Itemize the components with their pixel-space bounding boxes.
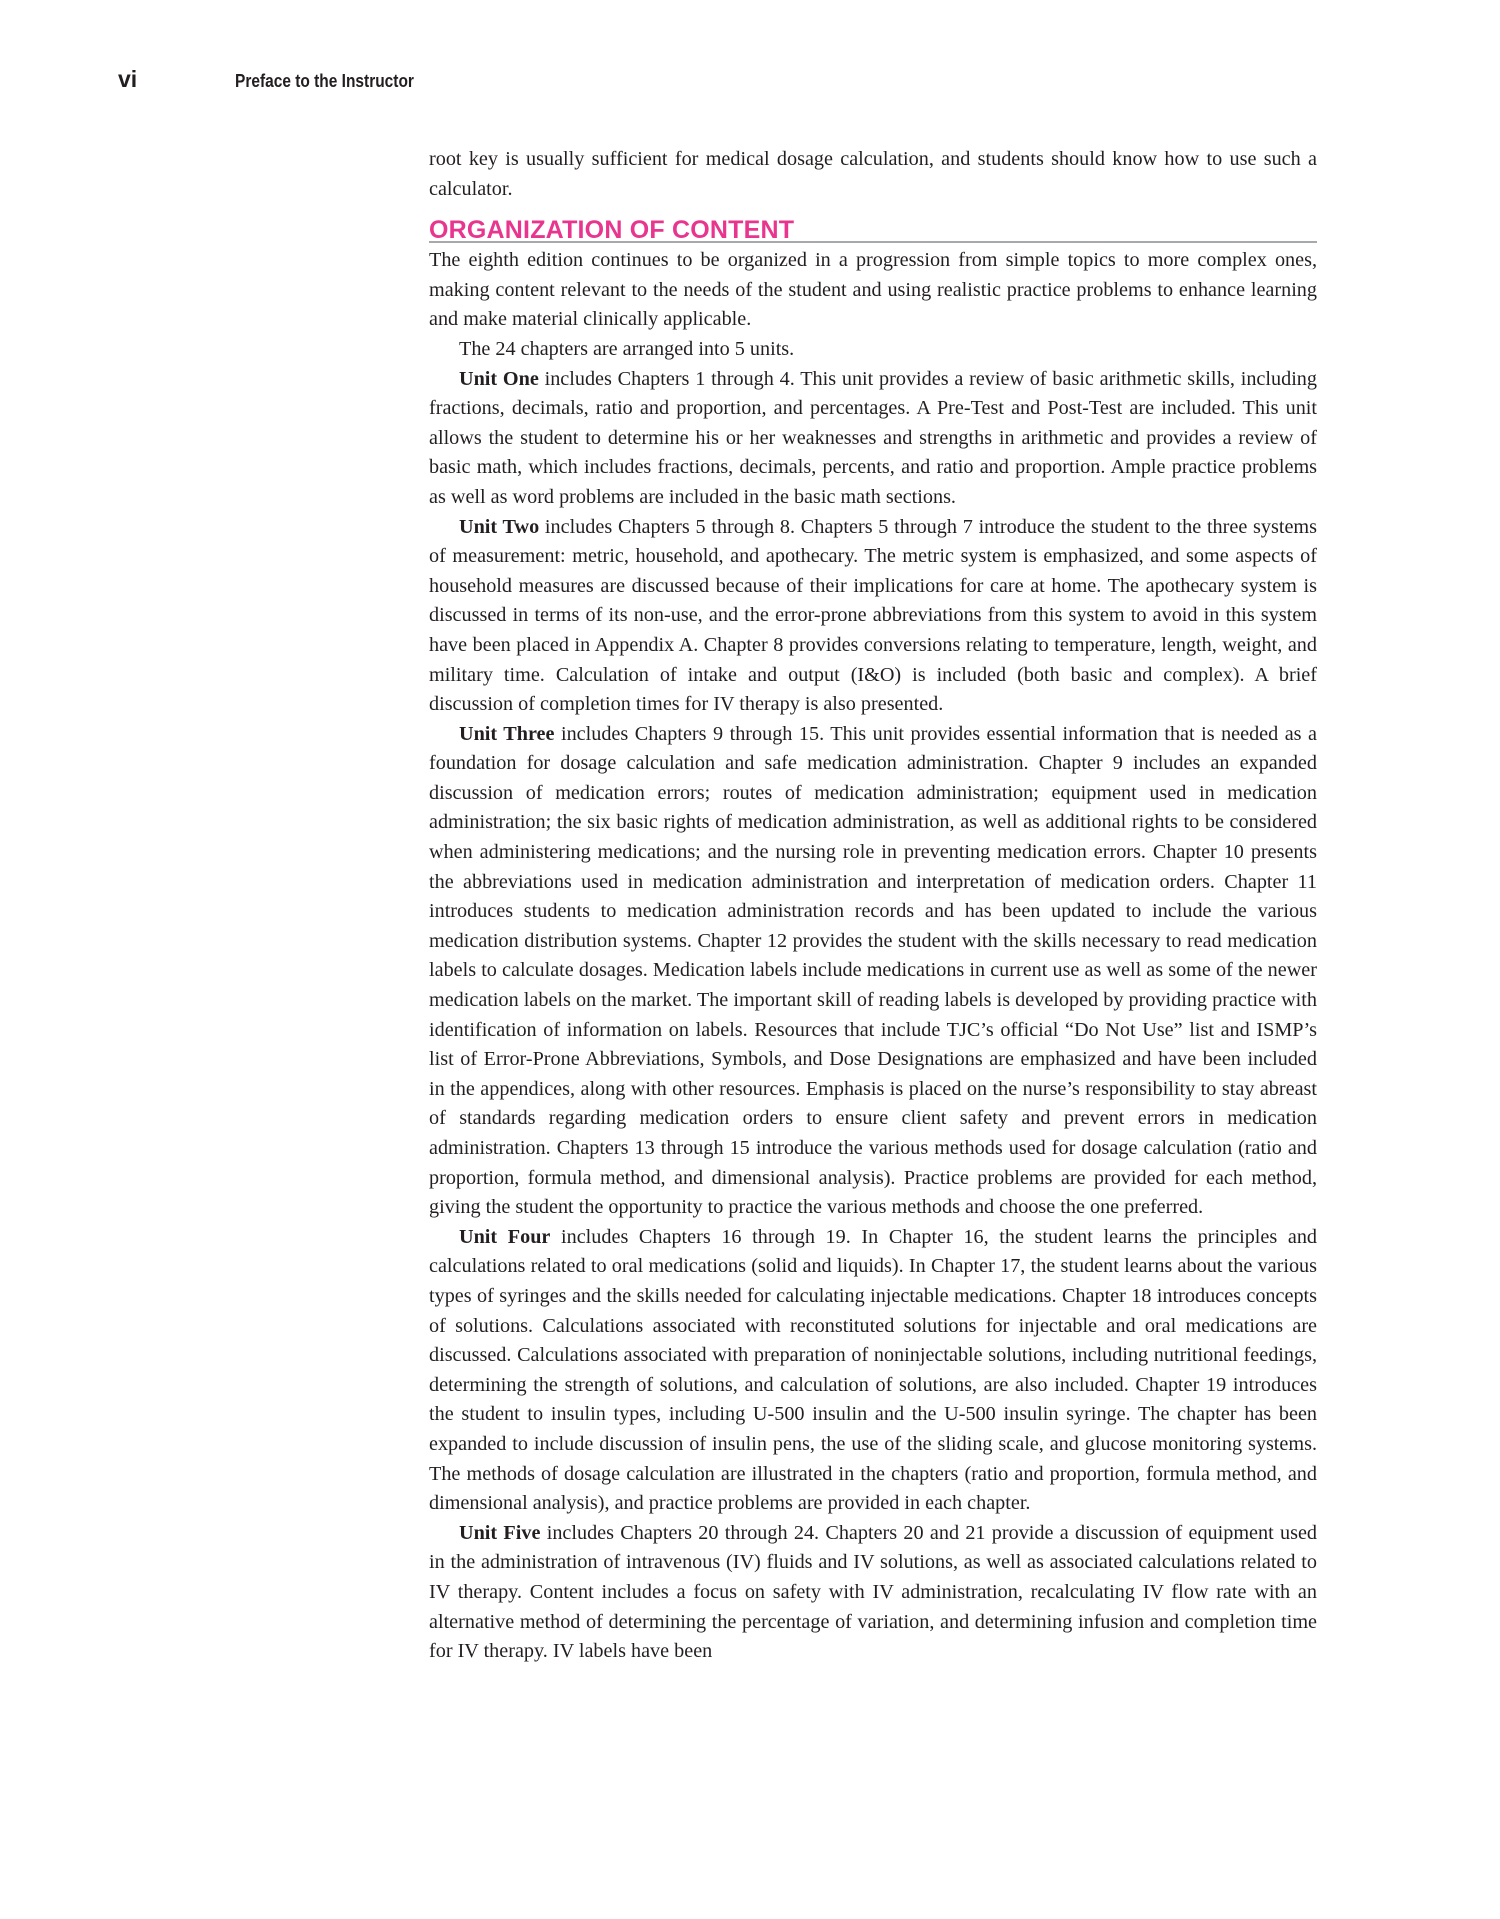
unit-five-lead: Unit Five bbox=[459, 1521, 541, 1544]
running-title: Preface to the Instructor bbox=[235, 71, 414, 91]
paragraph-edition: The eighth edition continues to be organized in a progression from simple topics to more complex ones, making content relevant to the needs of the student and using realistic practice problems to enhance learning and make material clinically applicable. bbox=[429, 249, 1317, 331]
unit-three-lead: Unit Three bbox=[459, 722, 555, 745]
section-heading bbox=[429, 211, 1317, 243]
paragraph-units-overview: The 24 chapters are arranged into 5 units. bbox=[459, 337, 795, 360]
section-heading-title: ORGANIZATION OF CONTENT bbox=[429, 216, 795, 245]
page-number: vi bbox=[118, 66, 138, 92]
body-text bbox=[429, 145, 1317, 1667]
unit-two-text: includes Chapters 5 through 8. Chapters 5 through 7 introduce the student to the three systems of measurement: metric, household, and apothecary. The metric system is emphasized, and some aspects of household measures are discussed because of their implications for care at home. The apothecary system is discussed in terms of its non-use, and the error-prone abbreviations from this system to avoid in this system have been placed in Appendix A. Chapter 8 provides conversions relating to temperature, length, weight, and military time. Calculation of intake and output (I&O) is included (both basic and complex). A brief discussion of completion times for IV therapy is also presented. bbox=[429, 515, 1317, 716]
unit-four-lead: Unit Four bbox=[459, 1225, 551, 1248]
running-head bbox=[118, 66, 443, 96]
unit-one-text: includes Chapters 1 through 4. This unit provides a review of basic arithmetic skills, including fractions, decimals, ratio and proportion, and percentages. A Pre-Test and Post-Test are included. This unit allows the student to determine his or her weaknesses and strengths in arithmetic and provides a review of basic math, which includes fractions, decimals, percents, and ratio and proportion. Ample practice problems as well as word problems are included in the basic math sections. bbox=[429, 367, 1317, 508]
unit-two-lead: Unit Two bbox=[459, 515, 540, 538]
unit-five-text: includes Chapters 20 through 24. Chapters 20 and 21 provide a discussion of equipment used in the administration of intravenous (IV) fluids and IV solutions, as well as associated calculations related to IV therapy. Content includes a focus on safety with IV administration, recalculating IV flow rate with an alternative method of determining the percentage of variation, and determining infusion and completion time for IV therapy. IV labels have been bbox=[429, 1521, 1317, 1663]
unit-one-lead: Unit One bbox=[459, 367, 539, 390]
unit-four-text: includes Chapters 16 through 19. In Chapter 16, the student learns the principles and calculations related to oral medications (solid and liquids). In Chapter 17, the student learns about the various types of syringes and the skills needed for calculating injectable medications. Chapter 18 introduces concepts of solutions. Calculations associated with reconstituted solutions for injectable and oral medications are discussed. Calculations associated with preparation of noninjectable solutions, including nutritional feedings, determining the strength of solutions, and calculation of solutions, are also included. Chapter 19 introduces the student to insulin types, including U-500 insulin and the U-500 insulin syringe. The chapter has been expanded to include discussion of insulin pens, the use of the sliding scale, and glucose monitoring systems. The methods of dosage calculation are illustrated in the chapters (ratio and proportion, formula method, and dimensional analysis), and practice problems are provided in each chapter. bbox=[429, 1225, 1318, 1515]
paragraph-unit-one bbox=[429, 365, 1317, 513]
paragraph-unit-three bbox=[429, 720, 1317, 1223]
paragraph-unit-two bbox=[429, 513, 1317, 720]
paragraph-unit-four bbox=[429, 1223, 1317, 1519]
intro-paragraph: root key is usually sufficient for medical dosage calculation, and students should know how to use such a calculator. bbox=[429, 148, 1317, 200]
paragraph-unit-five bbox=[429, 1519, 1317, 1667]
unit-three-text: includes Chapters 9 through 15. This unit provides essential information that is needed as a foundation for dosage calculation and safe medication administration. Chapter 9 includes an expanded discussion of medication errors; routes of medication administration; equipment used in medication administration; the six basic rights of medication administration, as well as additional rights to be considered when administering medications; and the nursing role in preventing medication errors. Chapter 10 presents the abbreviations used in medication administration and interpretation of medication orders. Chapter 11 introduces students to medication administration records and has been updated to include the various medication distribution systems. Chapter 12 provides the student with the skills necessary to read medication labels to calculate dosages. Medication labels include medications in current use as well as some of the newer medication labels on the market. The important skill of reading labels is developed by providing practice with identification of information on labels. Resources that include TJC’s official “Do Not Use” list and ISMP’s list of Error-Prone Abbreviations, Symbols, and Dose Designations are emphasized and have been included in the appendices, along with other resources. Emphasis is placed on the nurse’s responsibility to stay abreast of standards regarding medication orders to ensure client safety and prevent errors in medication administration. Chapters 13 through 15 introduce the various methods used for dosage calculation (ratio and proportion, formula method, and dimensional analysis). Practice problems are provided for each method, giving the student the opportunity to practice the various methods and choose the one preferred. bbox=[429, 722, 1317, 1219]
